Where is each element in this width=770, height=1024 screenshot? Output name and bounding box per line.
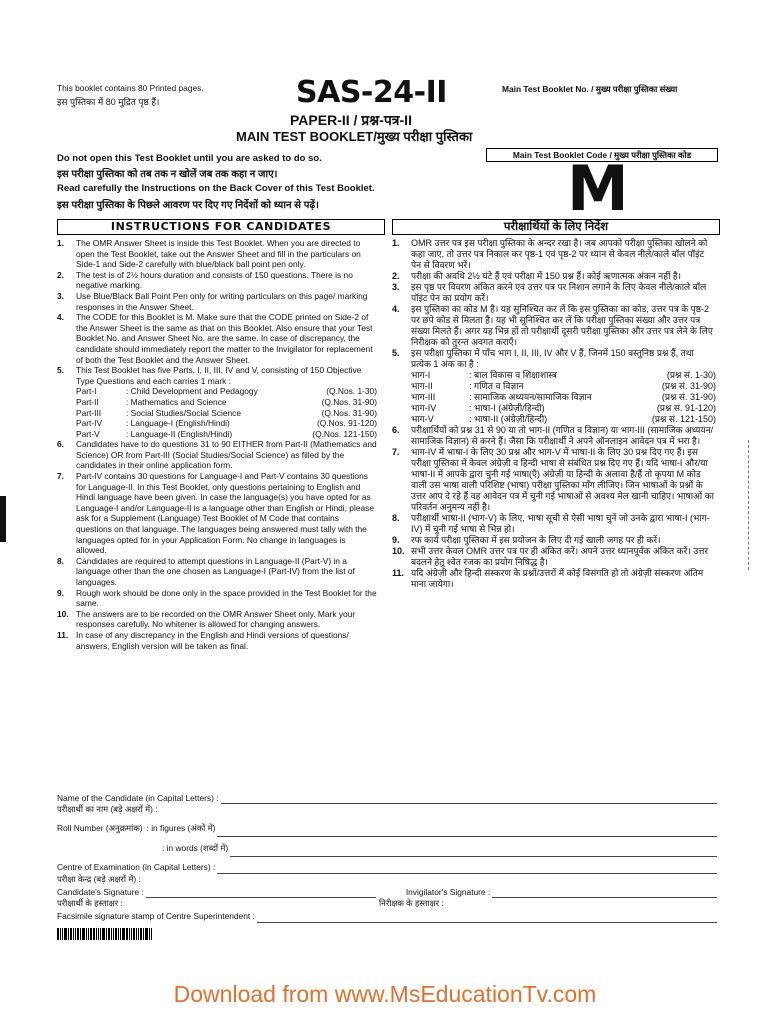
instruction-number: 7. — [392, 447, 400, 457]
instruction-text: परीक्षार्थियों को प्रश्न 31 से 90 या तो भाग-II (गणित व विज्ञान) या भाग-III (सामाजिक अध्ययन/सामाजिक विज्ञान) से करने हैं। जैसा कि परीक्षार्थी ने अपने ऑनलाइन आवेदन पत्र में भरा है। — [411, 425, 714, 446]
facsimile-label: Facsimile signature stamp of Centre Superintendent : — [57, 911, 255, 921]
barcode-bar — [86, 928, 87, 940]
part-subject: : Child Development and Pedagogy — [126, 386, 258, 397]
instruction-number: 2. — [392, 271, 400, 281]
barcode-bar — [118, 928, 119, 940]
barcode-bar — [82, 928, 85, 940]
part-subject: : बाल विकास व शिक्षाशास्त्र — [469, 370, 557, 380]
instruction-item — [57, 291, 377, 312]
instruction-text: परीक्षार्थी भाषा-II (भाग-V) के लिए, भाषा सूची से ऐसी भाषा चुनें जो उनके द्वारा भाषा-I (भाग-IV) में चुनी गई भाषा से भिन्न हो। — [411, 513, 710, 534]
instruction-item — [392, 304, 716, 348]
part-subject: : Social Studies/Social Science — [126, 407, 241, 418]
roll-words-field[interactable] — [230, 843, 717, 857]
instruction-number: 9. — [57, 587, 64, 598]
instruction-text: In case of any discrepancy in the English and Hindi versions of questions/ answers, English version will be taken as final. — [76, 629, 349, 651]
instruction-text: Rough work should be done only in the space provided in the Test Booklet for the same. — [76, 587, 377, 609]
inv-sig-field[interactable] — [492, 887, 717, 898]
instruction-number: 5. — [392, 348, 400, 358]
part-questions: (Q.Nos. 121-150) — [312, 428, 377, 439]
instruction-text: The OMR Answer Sheet is inside this Test Booklet. When you are directed to open the Test Booklet, take out the Answer Sheet and fill in the particulars on Side-1 and Side-2 carefully with blue/black ball point pen only. — [76, 238, 361, 270]
centre-en-label: Centre of Examination (in Capital Letters) : — [57, 862, 216, 872]
instruction-item — [392, 348, 716, 370]
instruction-item — [57, 471, 377, 556]
instruction-item — [392, 271, 716, 282]
centre-hi-label: परीक्षा केन्द्र (बड़े अक्षरों में) : — [57, 874, 141, 884]
barcode-bar — [62, 928, 63, 940]
instruction-text: परीक्षा की अवधि 2½ घंटे हैं एवं परीक्षा में 150 प्रश्न हैं। कोई ऋणात्मक अंकन नहीं है। — [411, 271, 682, 281]
instruction-item — [57, 439, 377, 471]
roll-figures-label: : in figures (अंकों में) — [146, 823, 216, 833]
instruction-number: 1. — [57, 238, 64, 248]
barcode-bar — [151, 928, 152, 940]
instruction-item — [57, 270, 377, 291]
instruction-text: इस पृष्ठ पर विवरण अंकित करने एवं उत्तर पत्र पर निशान लगाने के लिए केवल नीले/काले बॉल पॉइंट पेन का प्रयोग करें। — [411, 282, 707, 303]
pages-info-hi: इस पुस्तिका में 80 मुद्रित पृष्ठ हैं। — [57, 97, 160, 107]
roll-words-label: : in words (शब्दों में) — [162, 843, 229, 853]
instruction-item — [57, 609, 377, 630]
signature-hi-row — [57, 898, 717, 911]
barcode-bar — [140, 928, 142, 940]
paper-title: PAPER-II / प्रश्न-पत्र-II — [290, 112, 412, 128]
roll-figures-field[interactable] — [217, 823, 717, 837]
instruction-item — [392, 568, 716, 590]
name-en-row — [57, 793, 717, 804]
barcode-bar — [60, 928, 61, 940]
instruction-item — [392, 546, 716, 568]
barcode-bar — [88, 928, 89, 940]
part-questions: (प्रश्न सं. 91-120) — [656, 403, 716, 413]
instruction-item — [57, 588, 377, 609]
barcode-bar — [102, 928, 105, 940]
instruction-text: The CODE for this Booklet is M. Make sure that the CODE printed on Side-2 of the Answer Sheet is the same as that on this Booklet. Also ensure that your Test Booklet No. and Answer Sheet No. are the same. In case of discrepancy, the candidate should immediately report the matter to the Invigilator for replacement of both the Test Booklet and the Answer Sheet. — [76, 312, 373, 365]
instruction-number: 10. — [392, 546, 405, 556]
barcode-bar — [68, 928, 69, 940]
instruction-item — [392, 282, 716, 304]
instruction-text: Candidates are required to attempt questions in Language-II (Part-V) in a language other than the one chosen as Language-I (Part-IV) from the list of languages. — [76, 555, 355, 587]
barcode-bar — [108, 928, 110, 940]
instruction-number: 9. — [392, 535, 400, 545]
download-link[interactable]: Download from www.MsEducationTv.com — [173, 981, 597, 1007]
name-hi-label: परीक्षार्थी का नाम (बड़े अक्षरों में) : — [57, 804, 158, 814]
instruction-text: OMR उत्तर पत्र इस परीक्षा पुस्तिका के अन्दर रखा है। जब आपको परीक्षा पुस्तिका खोलने को कहा जाए, तो उत्तर पत्र निकाल कर पृष्ठ-1 एवं पृष्ठ-2 पर ध्यान से केवल नीले/काले बॉल पॉइंट पेन से विवरण भरें। — [411, 238, 708, 270]
candidate-form — [57, 793, 717, 923]
barcode-bar — [136, 928, 137, 940]
roll-words-row — [57, 843, 717, 857]
instruction-number: 6. — [392, 425, 400, 435]
instruction-text: Part-IV contains 30 questions for Language-I and Part-V contains 30 questions for Language-II. In this Test Booklet, only questions pertaining to English and Hindi language have been given. In case the language(s) you have opted for as Language-I and/or Language-II is a language other than English or Hindi, please ask for a Supplement (Language) Test Booklet of M Code that contains questions on that language. The languages being answered must tally with the languages opted for in your Application Form. No change in languages is allowed. — [76, 471, 374, 556]
part-name: भाग-III — [411, 392, 436, 402]
barcode-bar — [64, 928, 67, 940]
barcode-bar — [96, 928, 97, 940]
barcode-bar — [113, 928, 114, 940]
instruction-item — [392, 425, 716, 447]
instruction-text: The answers are to be recorded on the OMR Answer Sheet only. Mark your responses carefully. No whitener is allowed for changing answers. — [76, 608, 356, 630]
part-subject: : भाषा-II (अंग्रेज़ी/हिन्दी) — [469, 414, 548, 424]
booklet-code-label: Main Test Booklet Code / मुख्य परीक्षा पुस्तिका कोड — [512, 150, 692, 160]
part-questions: (Q.Nos. 91-120) — [316, 418, 377, 429]
instruction-number: 8. — [57, 555, 64, 566]
barcode-bar — [143, 928, 144, 940]
part-name: Part-I — [76, 386, 97, 397]
barcode-bar — [111, 928, 112, 940]
roll-figures-row — [57, 823, 717, 837]
part-questions: (Q.Nos. 1-30) — [326, 386, 377, 397]
part-subject: : Language-II (English/Hindi) — [126, 428, 233, 439]
instruction-number: 5. — [57, 365, 64, 376]
barcode-bar — [149, 928, 150, 940]
barcode-bar — [126, 928, 128, 940]
instruction-number: 1. — [392, 238, 400, 248]
part-name: Part-II — [76, 396, 99, 407]
signature-row — [57, 887, 717, 898]
part-subject: : सामाजिक अध्ययन/सामाजिक विज्ञान — [469, 392, 592, 402]
barcode-bar — [57, 928, 59, 940]
instruction-item — [392, 238, 716, 271]
barcode-bar — [98, 928, 99, 940]
instruction-text: Use Blue/Black Ball Point Pen only for writing particulars on this page/ marking responses in the Answer Sheet. — [76, 290, 368, 312]
instructions-heading-en: INSTRUCTIONS FOR CANDIDATES — [110, 220, 332, 233]
instruction-number: 4. — [57, 312, 64, 323]
main-title: MAIN TEST BOOKLET/मुख्य परीक्षा पुस्तिका — [236, 129, 473, 144]
barcode-bar — [73, 928, 74, 940]
inv-sig-label-en: Invigilator's Signature : — [405, 887, 491, 897]
barcode-bar — [133, 928, 135, 940]
instruction-item — [57, 556, 377, 588]
instruction-text: This Test Booklet has five Parts, I, II, III, IV and V, consisting of 150 Objective Type Questions and each carries 1 mark : — [76, 365, 362, 386]
part-questions: (प्रश्न सं. 1-30) — [666, 370, 716, 380]
cand-sig-label-en: Candidate's Signature : — [57, 887, 144, 897]
pages-info-en: This booklet contains 80 Printed pages. — [57, 83, 204, 93]
instructions-list-en — [57, 238, 377, 651]
part-name: भाग-IV — [411, 403, 437, 413]
barcode-bar — [131, 928, 132, 940]
instructions-list-hi — [392, 238, 716, 590]
notice-line-2-en: Read carefully the Instructions on the Back Cover of this Test Booklet. — [57, 183, 375, 194]
part-name: Part-III — [76, 407, 102, 418]
parts-table — [392, 370, 716, 425]
instruction-item — [57, 238, 377, 270]
parts-table — [57, 386, 377, 439]
instruction-text: यदि अंग्रेज़ी और हिन्दी संस्करण के प्रश्नों/उत्तरों में कोई विसंगति हो तो अंग्रेज़ी संस्करण अंतिम माना जायेगा। — [411, 568, 704, 589]
booklet-no-label: Main Test Booklet No. / मुख्य परीक्षा पुस्तिका संख्या — [502, 84, 678, 94]
barcode-bar — [106, 928, 107, 940]
barcode-bar — [129, 928, 130, 940]
part-questions: (प्रश्न सं. 121-150) — [651, 414, 716, 424]
instruction-text: भाग-IV में भाषा-I के लिए 30 प्रश्न और भाग-V में भाषा-II के लिए 30 प्रश्न दिए गए हैं। इस परीक्षा पुस्तिका में केवल अंग्रेज़ी व हिन्दी भाषा से संबंधित प्रश्न दिए गए हैं। यदि भाषा-I और/या भाषा-II में आपके द्वारा चुनी गई भाषा(एँ) अंग्रेज़ी या हिन्दी के अलावा है/हैं तो कृपया M कोड वाली उस भाषा वाली परिशिष्ट (भाषा) परीक्षा पुस्तिका माँग लीजिए। जिन भाषाओं के प्रश्नों के उत्तर आप दे रहे हैं वह आवेदन पत्र में चुनी गई भाषाओं से अवश्य मेल खानी चाहिए। भाषाओं का परिवर्तन अनुमन्य नहीं है। — [411, 447, 714, 512]
cand-sig-field[interactable] — [146, 887, 376, 898]
barcode — [57, 928, 153, 940]
instruction-item — [392, 513, 716, 535]
part-subject: : गणित व विज्ञान — [469, 381, 524, 391]
part-name: भाग-V — [411, 414, 434, 424]
barcode-bar — [138, 928, 139, 940]
instruction-item — [57, 630, 377, 651]
barcode-bar — [145, 928, 148, 940]
barcode-bar — [75, 928, 76, 940]
part-questions: (प्रश्न सं. 31-90) — [661, 381, 716, 391]
cand-sig-label-hi: परीक्षार्थी के हस्ताक्षर : — [57, 898, 123, 908]
instruction-number: 3. — [57, 290, 64, 301]
barcode-bar — [70, 928, 72, 940]
instruction-number: 11. — [57, 629, 69, 640]
instruction-item — [392, 447, 716, 513]
instruction-number: 4. — [392, 304, 400, 314]
barcode-bar — [120, 928, 121, 940]
name-en-label: Name of the Candidate (in Capital Letters) : — [57, 793, 219, 803]
barcode-bar — [100, 928, 101, 940]
barcode-bar — [93, 928, 95, 940]
centre-field[interactable] — [217, 862, 717, 874]
part-name: Part-IV — [76, 418, 103, 429]
barcode-bar — [77, 928, 79, 940]
cut-mark — [748, 440, 749, 570]
part-questions: (Q.Nos. 31-90) — [321, 407, 377, 418]
barcode-bar — [90, 928, 92, 940]
inv-sig-label-hi: निरीक्षक के हस्ताक्षर : — [379, 898, 444, 908]
barcode-bar — [115, 928, 117, 940]
name-field[interactable] — [221, 793, 717, 804]
barcode-bar — [80, 928, 81, 940]
facsimile-field[interactable] — [257, 911, 717, 923]
part-subject: : भाषा-I (अंग्रेज़ी/हिन्दी) — [469, 403, 545, 413]
instruction-item — [57, 365, 377, 386]
instruction-text: इस पुस्तिका का कोड M है। यह सुनिश्चित कर लें कि इस पुस्तिका का कोड, उत्तर पत्र के पृष्ठ-2 पर छपे कोड से मिलता है। यह भी सुनिश्चित कर लें कि परीक्षा पुस्तिका संख्या और उत्तर पत्र संख्या मिलते हैं। अगर यह भिन्न हों तो परीक्षार्थी दूसरी परीक्षा पुस्तिका और उत्तर पत्र लेने के लिए निरीक्षक को तुरन्त अवगत कराएँ। — [411, 304, 713, 347]
part-questions: (प्रश्न सं. 31-90) — [661, 392, 716, 402]
centre-en-row — [57, 862, 717, 874]
instruction-number: 7. — [57, 471, 64, 482]
instruction-number: 11. — [392, 568, 405, 578]
part-name: भाग-I — [411, 370, 431, 380]
notice-line-1-hi: इस परीक्षा पुस्तिका को तब तक न खोलें जब तक कहा न जाए। — [57, 169, 278, 180]
part-questions: (Q.Nos. 31-90) — [321, 396, 377, 407]
instruction-text: Candidates have to do questions 31 to 90 EITHER from Part-II (Mathematics and Science) OR from Part-III (Social Studies/Social Science) as filled by the candidates in their online application form. — [76, 439, 377, 471]
instruction-number: 10. — [57, 608, 69, 619]
instructions-heading-hi: परीक्षार्थियों के लिए निर्देश — [503, 221, 609, 233]
instruction-number: 2. — [57, 269, 64, 280]
instruction-text: The test is of 2½ hours duration and consists of 150 questions. There is no negative marking. — [76, 269, 353, 291]
exam-code: SAS-24-II — [296, 75, 447, 110]
instructions-heading-box-en — [57, 219, 385, 235]
instruction-item — [57, 312, 377, 365]
instruction-text: रफ कार्य परीक्षा पुस्तिका में इस प्रयोजन के लिए दी गई खाली जगह पर ही करें। — [411, 535, 661, 545]
instruction-number: 3. — [392, 282, 400, 292]
instruction-number: 6. — [57, 439, 64, 450]
notice-line-1-en: Do not open this Test Booklet until you are asked to do so. — [57, 153, 322, 164]
instructions-heading-box-hi — [392, 219, 720, 235]
instruction-text: इस परीक्षा पुस्तिका में पाँच भाग I, II, III, IV और V हैं, जिनमें 150 वस्तुनिष्ठ प्रश्न हैं, तथा प्रत्येक 1 अंक का है : — [411, 348, 694, 369]
part-subject: : Language-I (English/Hindi) — [126, 418, 230, 429]
part-subject: : Mathematics and Science — [126, 396, 227, 407]
booklet-code: M — [567, 152, 629, 225]
side-registration-mark — [0, 496, 6, 542]
instruction-item — [392, 535, 716, 546]
roll-label: Roll Number (अनुक्रमांक) — [57, 823, 143, 833]
instruction-text: सभी उत्तर केवल OMR उत्तर पत्र पर ही अंकित करें। अपने उत्तर ध्यानपूर्वक अंकित करें। उत्तर बदलने हेतु श्वेत रंजक का प्रयोग निषिद्ध है। — [411, 546, 709, 567]
notice-line-2-hi: इस परीक्षा पुस्तिका के पिछले आवरण पर दिए गए निर्देशों को ध्यान से पढ़ें। — [57, 200, 319, 211]
facsimile-row — [57, 911, 717, 923]
part-name: भाग-II — [411, 381, 433, 391]
barcode-bar — [122, 928, 125, 940]
instruction-number: 8. — [392, 513, 400, 523]
part-name: Part-V — [76, 428, 100, 439]
